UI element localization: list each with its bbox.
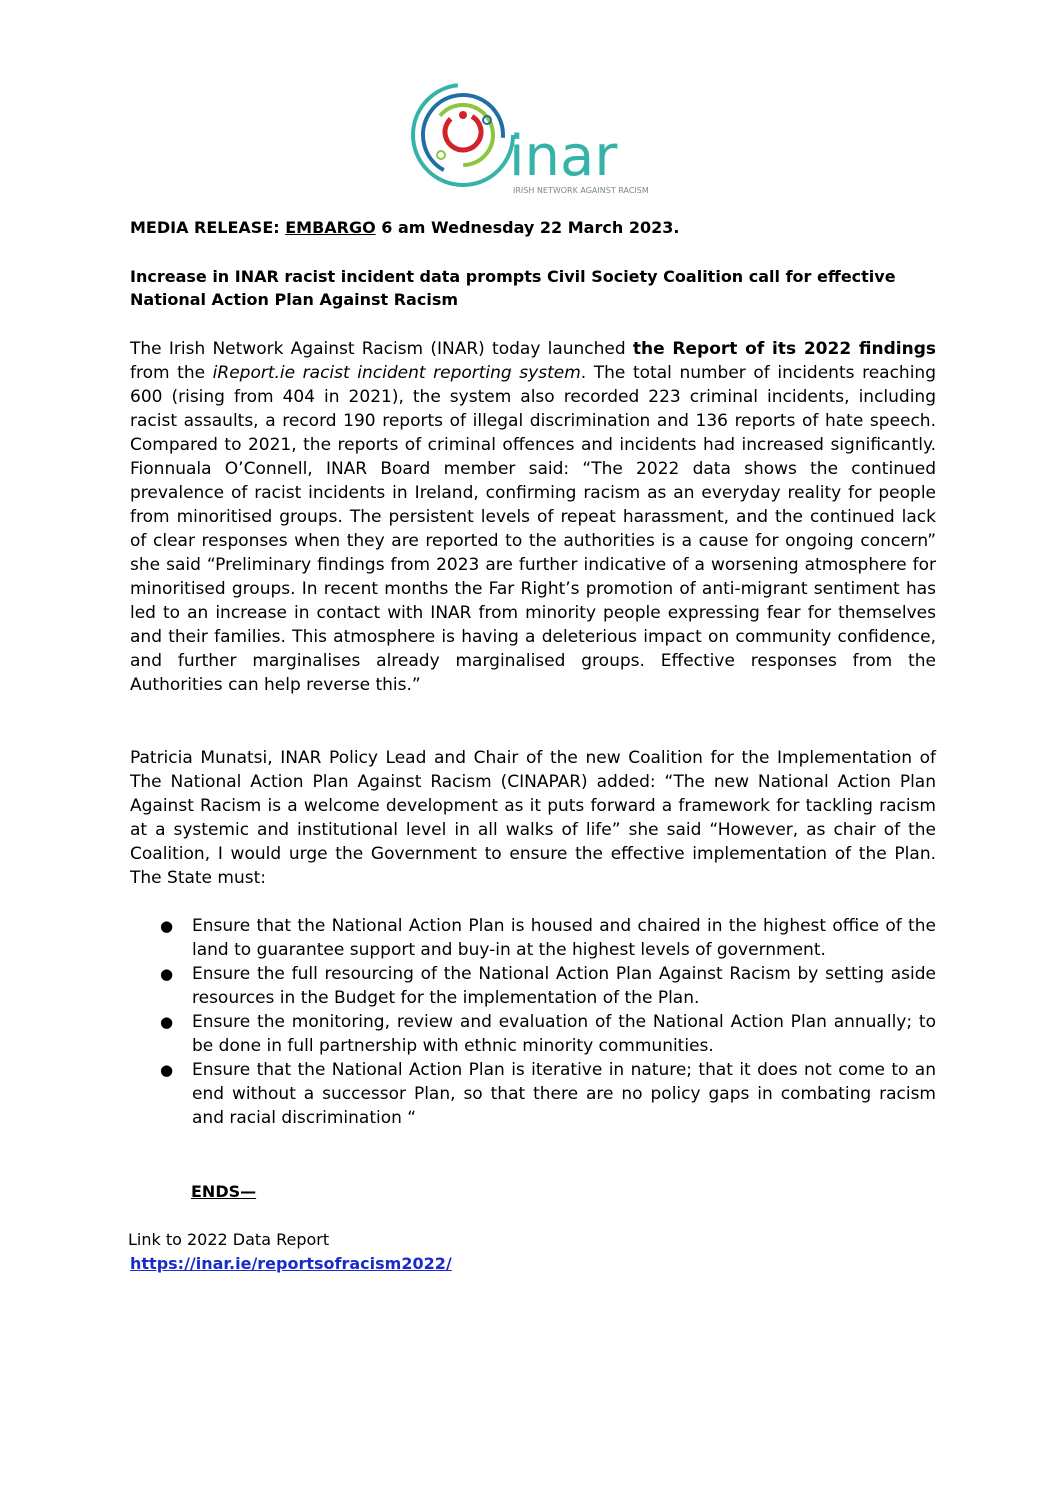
list-item [130,914,936,962]
paragraph-coalition: Patricia Munatsi, INAR Policy Lead and Chair of the new Coalition for the Implementation of The National Action Plan Against Racism (CINAPAR) added: “The new National Action Plan Against Racism is a welcome development as it puts forward a framework for tackling racism at a systemic and institutional level in all walks of life” she said “However, as chair of the Coalition, I would urge the Government to ensure the effective implementation of the Plan. The State must: [130,748,936,888]
list-item [130,1058,936,1130]
embargo-label: EMBARGO [285,218,376,237]
list-item-text: Ensure the full resourcing of the National Action Plan Against Racism by setting aside resources in the Budget for the implementation of the Plan. [192,964,936,1008]
bullet-icon: ● [160,917,174,935]
p1-text-1: The Irish Network Against Racism (INAR) today launched [130,339,633,359]
ends-marker: ENDS— [191,1182,257,1201]
link-label: Link to 2022 Data Report [128,1230,330,1249]
headline: Increase in INAR racist incident data prompts Civil Society Coalition call for effective National Action Plan Against Racism [130,267,896,309]
report-link[interactable]: https://inar.ie/reportsofracism2022/ [130,1254,452,1273]
media-release-line [130,218,679,237]
list-item [130,962,936,1010]
list-item-text: Ensure that the National Action Plan is iterative in nature; that it does not come to an end without a successor Plan, so that there are no policy gaps in combating racism and racial discrimination “ [192,1060,936,1128]
logo-tagline: IRISH NETWORK AGAINST RACISM [513,186,649,195]
list-item [130,1010,936,1058]
paragraph-intro [130,337,936,697]
inar-logo-icon [405,80,655,205]
bullet-icon: ● [160,965,174,983]
bullet-icon: ● [160,1013,174,1031]
release-prefix: MEDIA RELEASE: [130,218,286,237]
p1-italic-system: iReport.ie racist incident reporting system [212,363,581,383]
demands-list [130,914,936,1130]
inar-logo [405,80,655,205]
list-item-text: Ensure that the National Action Plan is housed and chaired in the highest office of the land to guarantee support and buy-in at the highest levels of government. [192,916,936,960]
bullet-icon: ● [160,1061,174,1079]
p1-text-3: . The total number of incidents reaching 600 (rising from 404 in 2021), the system also recorded 223 criminal incidents, including racist assaults, a record 190 reports of illegal discrimination and 136 reports of hate speech. Compared to 2021, the reports of criminal offences and incidents had increased significantly. Fionnuala O’Connell, INAR Board member said: “The 2022 data shows the continued prevalence of racist incidents in Ireland, confirming racism as an everyday reality for people from minoritised groups. The persistent levels of repeat harassment, and the continued lack of clear responses when they are reported to the authorities is a cause for ongoing concern” she said “Preliminary findings from 2023 are further indicative of a worsening atmosphere for minoritised groups. In recent months the Far Right’s promotion of anti-migrant sentiment has led to an increase in contact with INAR from minority people expressing fear for themselves and their families. This atmosphere is having a deleterious impact on community confidence, and further marginalises already marginalised groups. Effective responses from the Authorities can help reverse this.” [130,363,936,695]
p1-text-2: from the [130,363,213,383]
list-item-text: Ensure the monitoring, review and evaluation of the National Action Plan annually; to be done in full partnership with ethnic minority communities. [192,1012,936,1056]
release-date: 6 am Wednesday 22 March 2023. [375,218,680,237]
p1-bold-report: the Report of its 2022 findings [632,339,936,359]
logo-wordmark: inar [509,124,618,189]
